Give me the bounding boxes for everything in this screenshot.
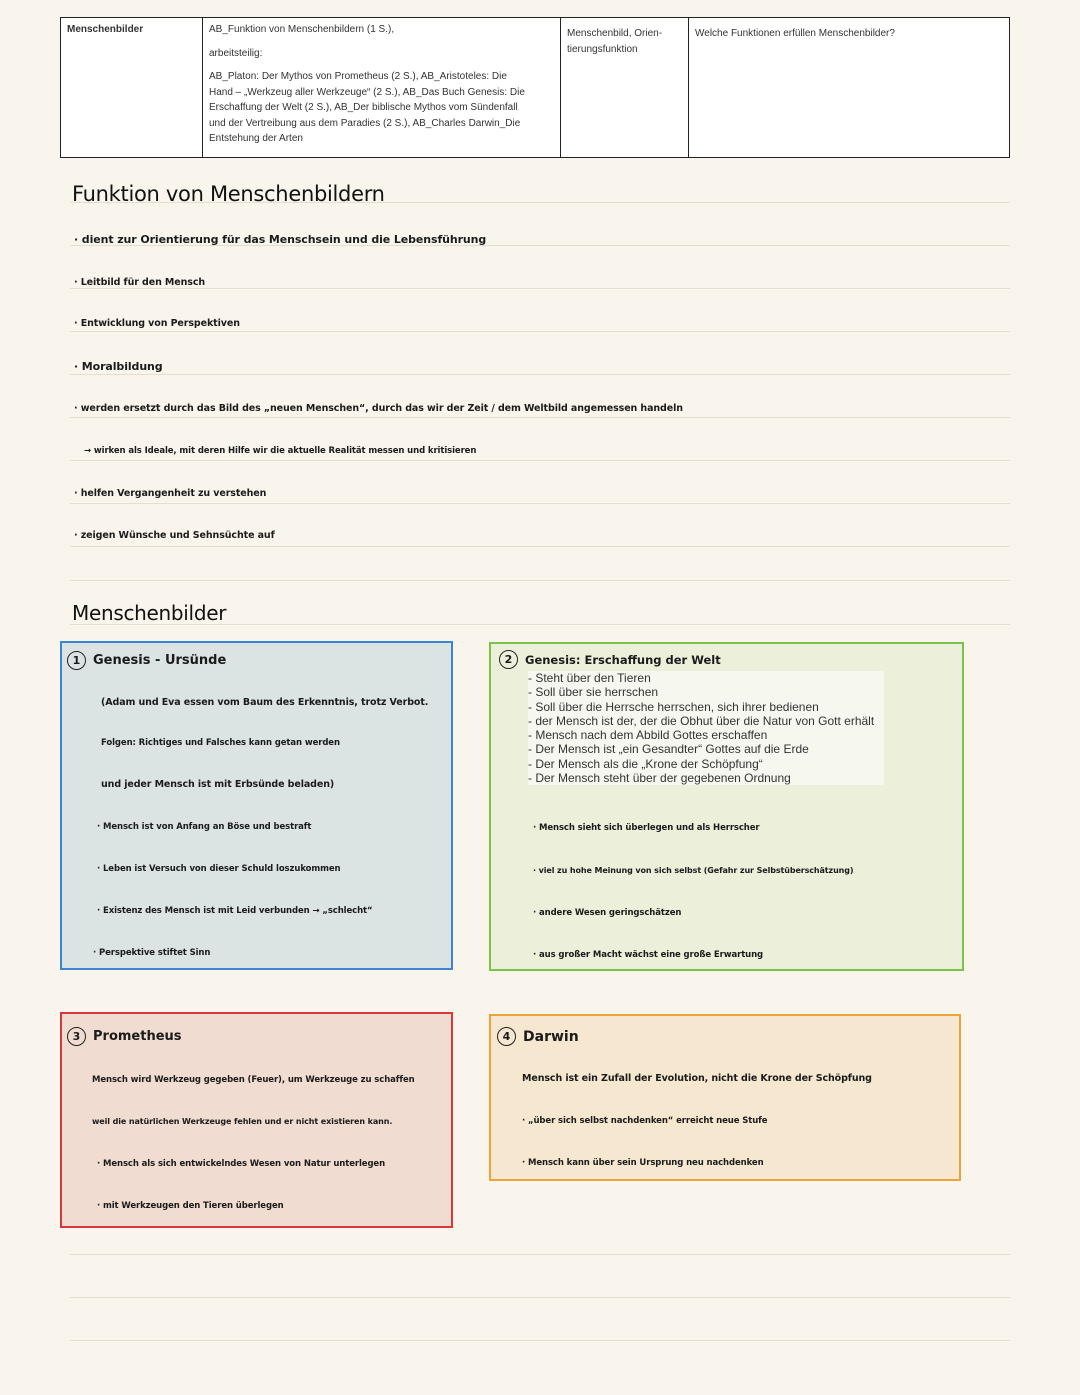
box-line: · „über sich selbst nachdenken“ erreicht neue Stufe bbox=[522, 1116, 768, 1126]
note-line: → wirken als Ideale, mit deren Hilfe wir die aktuelle Realität messen und kritisieren bbox=[84, 446, 477, 456]
box-line: Mensch ist ein Zufall der Evolution, nicht die Krone der Schöpfung bbox=[522, 1073, 872, 1084]
box-line: · Perspektive stiftet Sinn bbox=[93, 948, 211, 958]
table-cell-keywords bbox=[561, 18, 689, 157]
ruled-line bbox=[70, 503, 1010, 504]
typed-line: - Soll über sie herrschen bbox=[528, 685, 659, 700]
ruled-line bbox=[70, 417, 1010, 418]
genesis-ursuende-box bbox=[60, 641, 453, 970]
box-line: · andere Wesen geringschätzen bbox=[533, 908, 682, 918]
typed-line: - Der Mensch steht über der gegebenen Ordnung bbox=[528, 771, 791, 786]
box-line: · viel zu hohe Meinung von sich selbst (Gefahr zur Selbstüberschätzung) bbox=[533, 866, 854, 875]
ruled-line bbox=[70, 288, 1010, 289]
typed-notes bbox=[528, 671, 884, 785]
materials-line: Erschaffung der Welt (2 S.), AB_Der biblische Mythos vom Sündenfall bbox=[209, 102, 518, 113]
box-line: Mensch wird Werkzeug gegeben (Feuer), um Werkzeuge zu schaffen bbox=[92, 1075, 415, 1085]
box-line: und jeder Mensch ist mit Erbsünde beladen) bbox=[101, 779, 335, 790]
box-line: · Mensch ist von Anfang an Böse und bestraft bbox=[97, 822, 312, 832]
ruled-line bbox=[70, 1254, 1010, 1255]
number-badge: 4 bbox=[497, 1027, 516, 1046]
box-line: · Mensch sieht sich überlegen und als Herrscher bbox=[533, 823, 760, 833]
note-line: · dient zur Orientierung für das Menschsein und die Lebensführung bbox=[74, 233, 487, 246]
number-badge: 2 bbox=[499, 650, 518, 669]
box-line: weil die natürlichen Werkzeuge fehlen und er nicht existieren kann. bbox=[92, 1117, 393, 1126]
section-heading-menschenbilder: Menschenbilder bbox=[72, 601, 227, 625]
ruled-line bbox=[70, 374, 1010, 375]
ruled-line bbox=[70, 331, 1010, 332]
table-cell-materials bbox=[203, 18, 561, 157]
note-line: · werden ersetzt durch das Bild des „neuen Menschen“, durch das wir der Zeit / dem Weltbild angemessen handeln bbox=[74, 403, 683, 414]
table-cell-topic bbox=[61, 18, 203, 157]
box-line: · aus großer Macht wächst eine große Erwartung bbox=[533, 950, 764, 960]
topic-text: Menschenbilder bbox=[67, 24, 144, 35]
box-line: · Mensch als sich entwickelndes Wesen von Natur unterlegen bbox=[97, 1159, 386, 1169]
box-title-text: Genesis: Erschaffung der Welt bbox=[525, 652, 721, 667]
note-line: · helfen Vergangenheit zu verstehen bbox=[74, 488, 267, 499]
question-text: Welche Funktionen erfüllen Menschenbilder? bbox=[695, 28, 895, 39]
materials-line: arbeitsteilig: bbox=[209, 47, 263, 59]
box-title-genesis-ursuende bbox=[67, 651, 226, 670]
box-title-darwin bbox=[497, 1027, 579, 1046]
ruled-line bbox=[70, 1297, 1010, 1298]
keywords-line: Menschenbild, Orien- bbox=[567, 28, 663, 39]
materials-line: und der Vertreibung aus dem Paradies (2 S.), AB_Charles Darwin_Die bbox=[209, 117, 521, 129]
box-line: · mit Werkzeugen den Tieren überlegen bbox=[97, 1201, 284, 1211]
box-title-prometheus bbox=[67, 1027, 182, 1046]
typed-line: - Der Mensch als die „Krone der Schöpfung“ bbox=[528, 756, 763, 771]
box-line: · Leben ist Versuch von dieser Schuld loszukommen bbox=[97, 864, 341, 874]
number-badge: 3 bbox=[67, 1027, 86, 1046]
ruled-line bbox=[70, 1340, 1010, 1341]
materials-line: AB_Funktion von Menschenbildern (1 S.), bbox=[209, 24, 395, 35]
typed-line: - Steht über den Tieren bbox=[528, 671, 651, 685]
section-heading-functions: Funktion von Menschenbildern bbox=[72, 182, 385, 206]
box-line: (Adam und Eva essen vom Baum des Erkenntnis, trotz Verbot. bbox=[101, 697, 429, 708]
note-line: · Entwicklung von Perspektiven bbox=[74, 318, 240, 329]
box-line: Folgen: Richtiges und Falsches kann getan werden bbox=[101, 738, 340, 748]
box-title-text: Darwin bbox=[523, 1028, 579, 1045]
note-line: · Moralbildung bbox=[74, 360, 163, 373]
box-line: · Existenz des Mensch ist mit Leid verbunden → „schlecht“ bbox=[97, 906, 373, 916]
keywords-line: tierungsfunktion bbox=[567, 43, 638, 55]
ruled-line bbox=[70, 546, 1010, 547]
materials-line: Entstehung der Arten bbox=[209, 133, 303, 144]
note-line: · Leitbild für den Mensch bbox=[74, 277, 206, 288]
typed-line: - Der Mensch ist „ein Gesandter“ Gottes auf die Erde bbox=[528, 742, 809, 757]
ruled-line bbox=[70, 460, 1010, 461]
box-title-text: Prometheus bbox=[93, 1029, 182, 1044]
box-line: · Mensch kann über sein Ursprung neu nachdenken bbox=[522, 1158, 764, 1168]
typed-line: - Soll über die Herrsche herrschen, sich ihrer bedienen bbox=[528, 699, 819, 714]
ruled-line bbox=[70, 580, 1010, 581]
materials-line: Hand – „Werkzeug aller Werkzeuge“ (2 S.), AB_Das Buch Genesis: Die bbox=[209, 86, 525, 98]
typed-line: - der Mensch ist der, der die Obhut über die Natur von Gott erhält bbox=[528, 713, 875, 728]
note-line: · zeigen Wünsche und Sehnsüchte auf bbox=[74, 530, 275, 541]
materials-line: AB_Platon: Der Mythos von Prometheus (2 S.), AB_Aristoteles: Die bbox=[209, 71, 507, 82]
box-title-genesis-schoepfung bbox=[499, 650, 721, 669]
box-title-text: Genesis - Ursünde bbox=[93, 653, 227, 668]
typed-line: - Mensch nach dem Abbild Gottes erschaffen bbox=[528, 728, 768, 743]
number-badge: 1 bbox=[67, 651, 86, 670]
table-cell-question bbox=[689, 18, 1009, 157]
lesson-plan-table bbox=[60, 17, 1010, 158]
